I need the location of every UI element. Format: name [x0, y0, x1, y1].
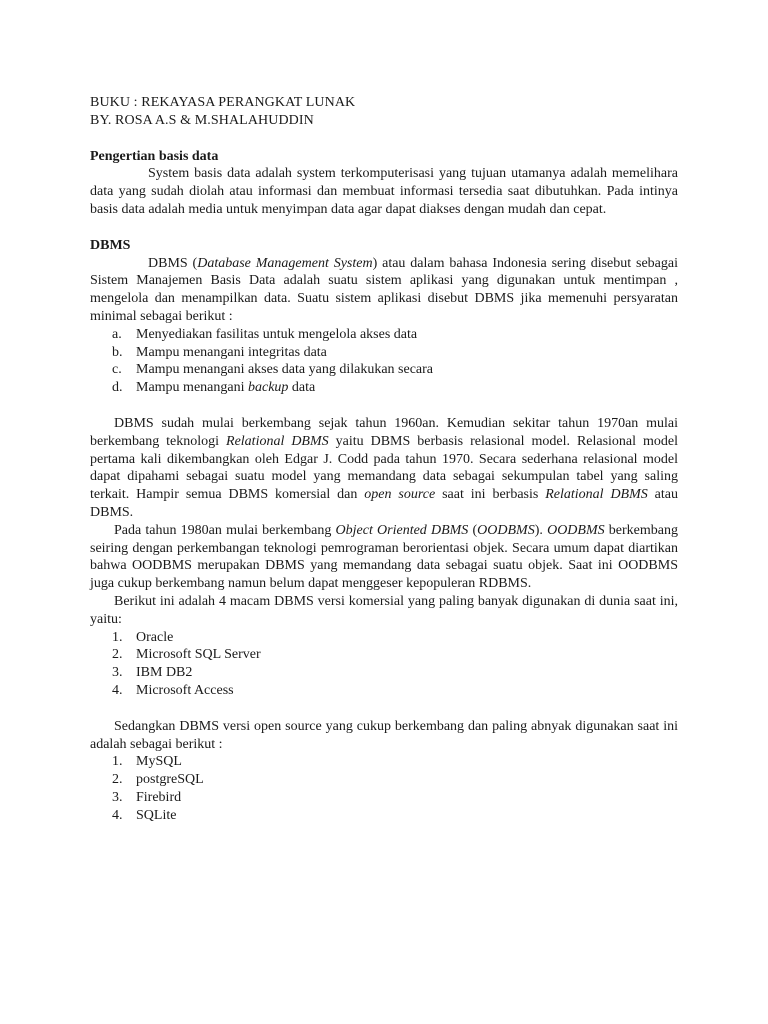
paragraph-dbms-history	[90, 415, 678, 522]
commercial-dbms-list	[90, 629, 678, 700]
book-title-line: BUKU : REKAYASA PERANGKAT LUNAK	[90, 95, 356, 110]
list-marker: 4.	[112, 807, 123, 823]
list-item	[90, 361, 678, 379]
paragraph-opensource-intro: Sedangkan DBMS versi open source yang cukup berkembang dan paling abnyak digunakan saat ini adalah sebagai berikut :	[90, 718, 678, 752]
section-title-basis-data: Pengertian basis data	[90, 148, 219, 164]
list-marker: 2.	[112, 772, 123, 788]
text-span: (	[468, 522, 478, 538]
list-item	[90, 771, 678, 789]
list-marker: d.	[112, 380, 123, 396]
requirements-list	[90, 326, 678, 397]
list-item	[90, 629, 678, 647]
list-item	[90, 753, 678, 771]
list-item	[90, 789, 678, 807]
section-title-dbms: DBMS	[90, 237, 131, 253]
paragraph-oodbms	[90, 522, 678, 593]
italic-term: OODBMS	[477, 522, 535, 538]
list-item	[90, 682, 678, 700]
italic-term: Relational DBMS	[545, 487, 648, 503]
list-item-text: Mampu menangani	[136, 380, 248, 396]
text-span: ).	[534, 522, 548, 538]
list-item-text: MySQL	[136, 754, 182, 770]
list-item-text: Oracle	[136, 629, 174, 645]
text-span: saat ini berbasis	[435, 487, 546, 503]
italic-term: Database Management System	[197, 255, 373, 271]
text-span: DBMS (	[148, 255, 198, 271]
paragraph-commercial-intro: Berikut ini adalah 4 macam DBMS versi komersial yang paling banyak digunakan di dunia saat ini, yaitu:	[90, 593, 678, 627]
list-item-text: Microsoft SQL Server	[136, 647, 261, 663]
list-marker: 3.	[112, 665, 123, 681]
opensource-dbms-list	[90, 753, 678, 824]
text-span: ) atau dalam bahasa Indonesia sering disebut sebagai Sistem Manajemen Basis Data adalah suatu sistem aplikasi yang digunakan untuk mentimpan , mengelola dan menampilkan data. Suatu sistem aplikasi disebut DBMS jika memenuhi persyaratan minimal sebagai berikut :	[90, 255, 678, 324]
list-item-text: IBM DB2	[136, 665, 193, 681]
text-span: Pada tahun 1980an mulai berkembang	[114, 522, 336, 538]
italic-term: backup	[247, 380, 289, 396]
list-item-text: SQLite	[136, 807, 177, 823]
text-span: yaitu DBMS berbasis relasional model. Relasional model pertama kali dikembangkan oleh Edgar J. Codd pada tahun 1970. Secara sederhana relasional model dapat dipahami sebagai suatu model yang memandang data sebagai sekumpulan tabel yang saling terkait. Hampir semua DBMS komersial dan	[90, 433, 679, 503]
list-marker: 1.	[112, 754, 123, 770]
authors-line: BY. ROSA A.S & M.SHALAHUDDIN	[90, 112, 314, 128]
list-item-text: Mampu menangani integritas data	[136, 344, 327, 360]
list-item	[90, 379, 678, 397]
list-item	[90, 807, 678, 825]
text-span: berkembang seiring dengan perkembangan teknologi pemrograman berorientasi objek. Secara umum dapat diartikan bahwa OODBMS merupakan DBMS yang memandang data sebagai suatu objek. Saat ini OODBMS juga cukup berkembang namun belum dapat menggeser kepopuleran RDBMS.	[90, 522, 679, 592]
document-page	[90, 94, 678, 824]
list-marker: a.	[112, 326, 122, 342]
italic-term: OODBMS	[547, 522, 605, 538]
list-marker: 2.	[112, 647, 123, 663]
list-item-text: postgreSQL	[136, 772, 204, 788]
text-span: atau DBMS.	[90, 487, 678, 520]
list-item-text: Menyediakan fasilitas untuk mengelola akses data	[136, 326, 418, 342]
list-item-text: Firebird	[136, 789, 182, 805]
list-marker: 1.	[112, 629, 123, 645]
italic-term: open source	[364, 487, 436, 503]
list-item	[90, 646, 678, 664]
list-marker: c.	[112, 362, 122, 378]
list-item	[90, 326, 678, 344]
list-item-text: Mampu menangani akses data yang dilakukan secara	[136, 362, 434, 378]
italic-term: Object Oriented DBMS	[335, 522, 469, 538]
list-item-text-after: data	[288, 380, 316, 396]
paragraph-basis-data: System basis data adalah system terkomputerisasi yang tujuan utamanya adalah memelihara data yang sudah diolah atau informasi dan membuat informasi tersedia saat dibutuhkan. Pada intinya basis data adalah media untuk menyimpan data agar dapat diakses dengan mudah dan cepat.	[90, 166, 678, 217]
list-marker: b.	[112, 344, 123, 360]
list-item-text: Microsoft Access	[136, 682, 234, 698]
paragraph-dbms-intro	[90, 255, 678, 326]
list-marker: 4.	[112, 682, 123, 698]
list-marker: 3.	[112, 789, 123, 805]
text-span: DBMS sudah mulai berkembang sejak tahun 1960an. Kemudian sekitar tahun 1970an mulai berkembang teknologi	[90, 415, 678, 449]
list-item	[90, 344, 678, 362]
italic-term: Relational DBMS	[226, 433, 329, 449]
list-item	[90, 664, 678, 682]
